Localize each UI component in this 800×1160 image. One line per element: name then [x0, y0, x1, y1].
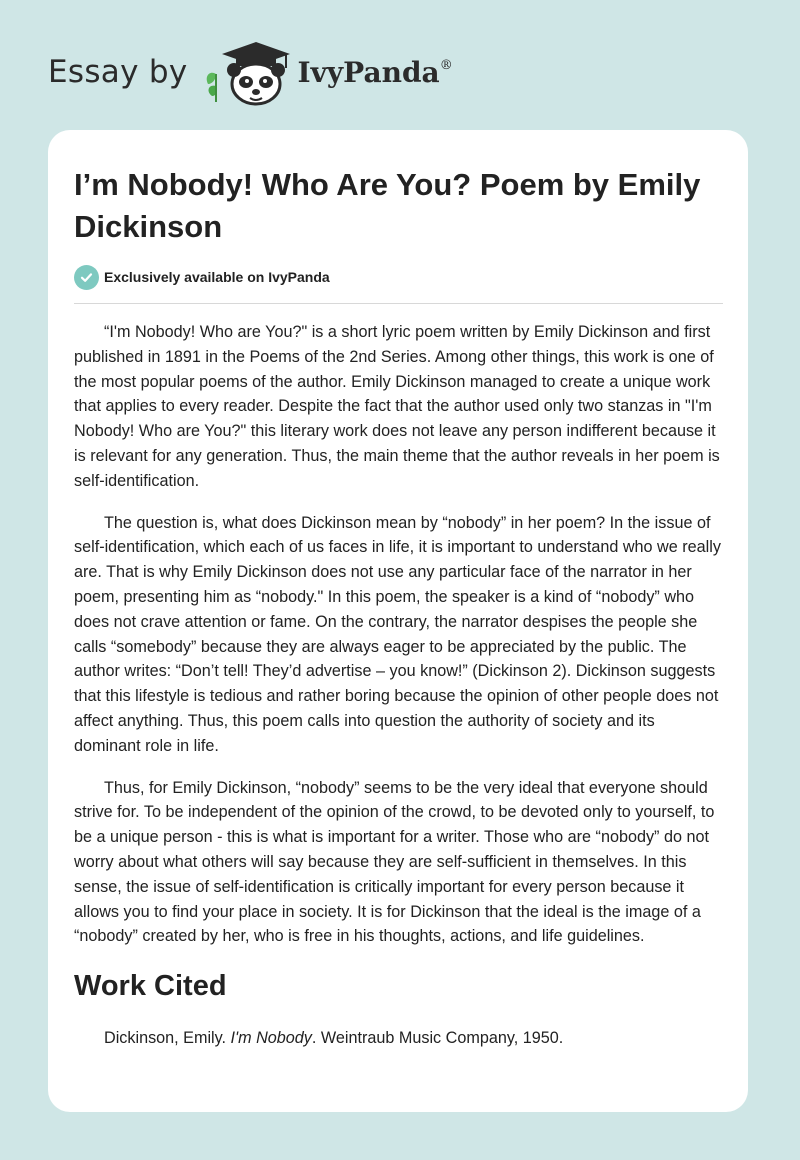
citation: Dickinson, Emily. I'm Nobody. Weintraub Music Company, 1950.: [104, 1029, 564, 1048]
paragraph: Thus, for Emily Dickinson, “nobody” seems to be the very ideal that everyone should strive for. To be independent of the opinion of the crowd, to be devoted only to yourself, to be a unique person - this is what is important for a writer. Those who are “nobody” do not worry about what others will say because they are self-sufficient in themselves. In this sense, the issue of self-identification is critically important for every person because it allows you to find your place in society. It is for Dickinson that the ideal is the image of a “nobody” created by her, who is free in his thoughts, actions, and life guidelines.: [74, 778, 715, 946]
divider: [74, 303, 723, 304]
essay-body: [74, 320, 724, 1068]
essay-card: [48, 130, 748, 1112]
exclusive-badge: [74, 264, 330, 290]
check-circle-icon: [74, 265, 99, 290]
citation-work-title: I'm Nobody: [230, 1029, 312, 1048]
brand-name[interactable]: IvyPanda®: [297, 55, 453, 89]
site-header: [48, 36, 508, 108]
page-title: I’m Nobody! Who Are You? Poem by Emily Dickinson: [74, 167, 701, 244]
essay-by-label: Essay by: [48, 54, 188, 90]
paragraph: “I'm Nobody! Who are You?" is a short lyric poem written by Emily Dickinson and first published in 1891 in the Poems of the 2nd Series. Among other things, this work is one of the most popular poems of the author. Emily Dickinson managed to create a unique work that applies to every reader. Despite the fact that the author used only two stanzas in "I'm Nobody! Who are You?" this literary work does not leave any person indifferent because it is relevant for any generation. Thus, the main theme that the author reveals in her poem is self-identification.: [74, 323, 720, 490]
panda-graduate-icon: [202, 36, 294, 108]
exclusive-label: Exclusively available on IvyPanda: [104, 269, 330, 285]
works-cited-heading: Work Cited: [74, 970, 227, 1003]
paragraph: The question is, what does Dickinson mean by “nobody” in her poem? In the issue of self-identification, which each of us faces in life, it is important to understand who we really are. That is why Emily Dickinson does not use any particular face of the narrator in her poem, presenting him as “nobody." In this poem, the speaker is a kind of “nobody” who does not crave attention or fame. On the contrary, the narrator despises the people she calls “somebody” because they are always eager to be appreciated by the public. The author writes: “Don’t tell! They’d advertise – you know!” (Dickinson 2). Dickinson suggests that this lifestyle is tedious and rather boring because the opinion of other people does not affect anything. Thus, this poem calls into question the authority of society and its dominant role in life.: [74, 513, 721, 755]
